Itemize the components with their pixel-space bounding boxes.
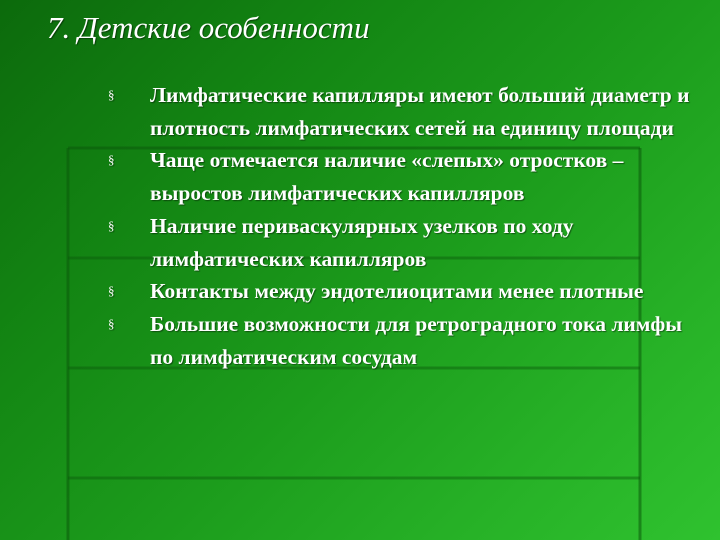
bullet-marker-icon: §: [108, 152, 115, 168]
bullet-marker-icon: §: [108, 217, 115, 233]
bullet-marker-icon: §: [108, 87, 115, 102]
bullet-item: [108, 308, 708, 373]
bullet-text: Лимфатические капилляры имеют больший диаметр и плотность лимфатических сетей на единицу площади: [150, 83, 690, 140]
bullet-text: Большие возможности для ретроградного тока лимфы по лимфатическим сосудам: [150, 311, 683, 369]
bullet-item: [108, 275, 708, 308]
bullet-text: Чаще отмечается наличие «слепых» отростков – выростов лимфатических капилляров: [150, 148, 624, 206]
bullet-item: [108, 144, 708, 209]
slide-title: 7. Детские особенности: [47, 10, 370, 45]
bullet-item: [108, 210, 708, 275]
bullet-marker-icon: §: [108, 315, 115, 331]
bullet-item: [108, 79, 708, 144]
bullet-list: [108, 79, 708, 373]
bullet-marker-icon: §: [108, 283, 115, 299]
bullet-text: Наличие периваскулярных узелков по ходу лимфатических капилляров: [150, 213, 574, 271]
bullet-text: Контакты между эндотелиоцитами менее плотные: [150, 279, 644, 304]
